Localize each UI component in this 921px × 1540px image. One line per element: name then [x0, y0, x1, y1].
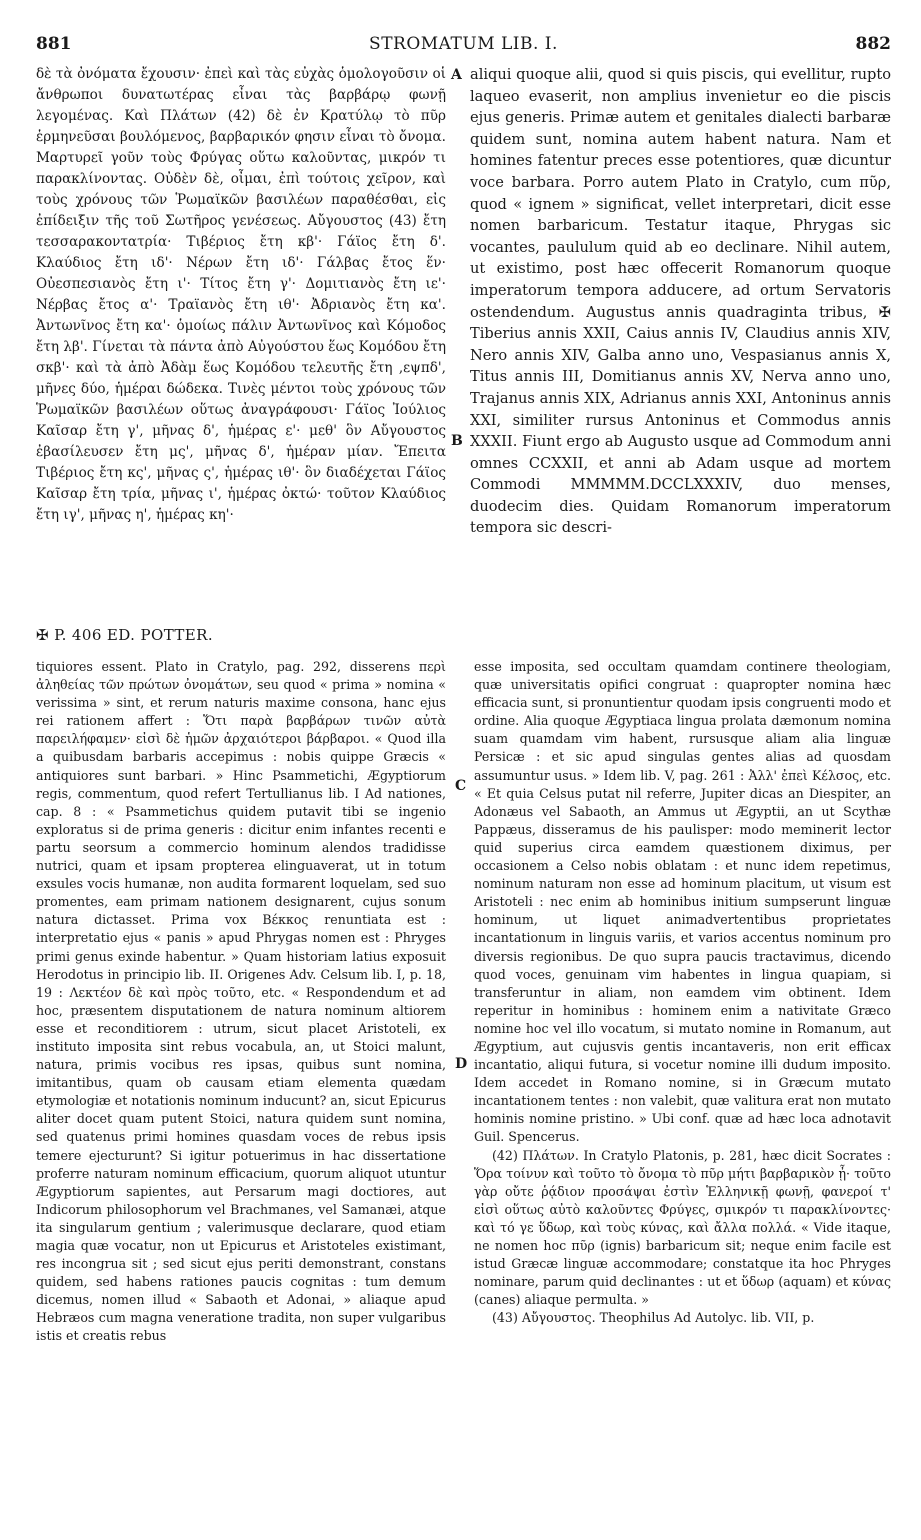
margin-mark-a: A: [451, 67, 462, 83]
notes-right-column: [474, 658, 891, 1327]
page-number-left: 881: [36, 34, 72, 54]
potter-page-reference: ✠ P. 406 ED. POTTER.: [36, 626, 213, 644]
running-title: STROMATUM LIB. I.: [369, 34, 558, 54]
running-header: [36, 34, 891, 60]
page-number-right: 882: [855, 34, 891, 54]
margin-mark-b: B: [451, 433, 463, 449]
margin-mark-c: C: [455, 778, 467, 794]
latin-text-column: [470, 64, 891, 539]
greek-text-column: [36, 64, 446, 526]
note-43: (43) Αὔγουστος. Theophilus Ad Autolyc. lib. VII, p.: [492, 1310, 815, 1326]
greek-paragraph: δὲ τὰ ὀνόματα ἔχουσιν· ἐπεὶ καὶ τὰς εὐχὰς ὁμολογοῦσιν οἱ ἄνθρωποι δυνατωτέρας εἶναι τὰς βαρβάρῳ φωνῇ λεγομένας. Καὶ Πλάτων (42) δὲ ἐν Κρατύλῳ τὸ πῦρ ἑρμηνεῦσαι βουλόμενος, βαρβαρικόν φησιν εἶναι τὸ ὄνομα. Μαρτυρεῖ γοῦν τοὺς Φρύγας οὕτω καλοῦντας, μικρόν τι παρακλίνοντας. Οὐδὲν δὲ, οἶμαι, ἐπὶ τούτοις χεῖρον, καὶ τοὺς χρόνους τῶν Ῥωμαϊκῶν βασιλέων παραθέσθαι, εἰς ἐπίδειξιν τῆς τοῦ Σωτῆρος γενέσεως. Αὔγουστος (43) ἔτη τεσσαρακοντατρία· Τιβέριος ἔτη κβ'· Γάϊος ἔτη δ'. Κλαύδιος ἔτη ιδ'· Νέρων ἔτη ιδ'· Γάλβας ἔτος ἕν· Οὐεσπεσιανὸς ἔτη ι'· Τίτος ἔτη γ'· Δομιτιανὸς ἔτη ιε'· Νέρβας ἔτος α'· Τραϊανὸς ἔτη ιθ'· Ἀδριανὸς ἔτη κα'. Ἀντωνῖνος ἔτη κα'· ὁμοίως πάλιν Ἀντωνῖνος καὶ Κόμοδος ἔτη λβ'. Γίνεται τὰ πάντα ἀπὸ Αὐγούστου ἕως Κομόδου ἔτη σκβ'· καὶ τὰ ἀπὸ Ἀδὰμ ἕως Κομόδου τελευτῆς ἔτη ‚εψπδ', μῆνες δύο, ἡμέραι δώδεκα. Τινὲς μέντοι τοὺς χρόνους τῶν Ῥωμαϊκῶν βασιλέων οὕτως ἀναγράφουσι· Γάϊος Ἰούλιος Καῖσαρ ἔτη γ', μῆνας δ', ἡμέρας ε'· μεθ' ὃν Αὔγουστος ἐβασίλευσεν ἔτη μς', μῆνας δ', ἡμέραν μίαν. Ἔπειτα Τιβέριος ἔτη κς', μῆνας ς', ἡμέρας ιθ'· ὃν διαδέχεται Γάϊος Καῖσαρ ἔτη τρία, μῆνας ι', ἡμέρας ὀκτώ· τοῦτον Κλαύδιος ἔτη ιγ', μῆνας η', ἡμέρας κη'·: [36, 66, 446, 523]
notes-left-column: [36, 658, 446, 1346]
latin-paragraph: aliqui quoque alii, quod si quis piscis, qui evellitur, rupto laqueo evaserit, non amplius invenietur eo die piscis ejus generis. Primæ autem et genitales dialecti barbaræ quidem sunt, nomina autem habent natura. Nam et homines fatentur preces esse potentiores, quæ dicuntur voce barbara. Porro autem Plato in Cratylo, cum πῦρ, quod « ignem » significat, vellet interpretari, dicit esse nomen barbaricum. Testatur itaque, Phrygas sic vocantes, paululum quid ab eo declinare. Nihil autem, ut existimo, post hæc offecerit Romanorum quoque imperatorum tempora adducere, ad ortum Servatoris ostendendum. Augustus annis quadraginta tribus, ✠ Tiberius annis XXII, Caius annis IV, Claudius annis XIV, Nero annis XIV, Galba anno uno, Vespasianus annis X, Titus annis III, Domitianus annis XV, Nerva anno uno, Trajanus annis XIX, Adrianus annis XXI, Antoninus annis XXI, similiter rursus Antoninus et Commodus annis XXXII. Fiunt ergo ab Augusto usque ad Commodum anni omnes CCXXII, et anni ab Adam usque ad mortem Commodi MMMMM.DCCLXXXIV, duo menses, duodecim dies. Quidam Romanorum imperatorum tempora sic descri-: [470, 66, 891, 537]
note-paragraph: esse imposita, sed occultam quamdam continere theologiam, quæ universitatis opifici congruat : quapropter nomina hæc efficacia sunt, si pronuntientur quodam ipsis congruenti modo et ordine. Alia quoque Ægyptiaca lingua prolata dæmonum nomina suam quamdam vim habent, rursusque aliam alia linguæ Persicæ : et sic apud singulas gentes alias ad quosdam assumuntur usus. » Idem lib. V, pag. 261 : Ἀλλ' ἐπεὶ Κέλσος, etc. « Et quia Celsus putat nil referre, Jupiter dicas an Diespiter, an Adonæus vel Sabaoth, an Ammus ut Ægyptii, an ut Scythæ Pappæus, disseramus de his paulisper: modo meminerit lector quid superius circa eamdem quæstionem diximus, per occasionem a Celso nobis oblatam : et nunc idem repetimus, nominum naturam non esse ad hominum placitum, ut visum est Aristoteli : nec enim ab hominibus initium sumpserunt linguæ hominum, ut liquet animadvertentibus proprietates incantationum in linguis variis, et varios accentus nominum pro diversis regionibus. De quo supra paucis tractavimus, dicendo quod voces, genuinam vim habentes in lingua quapiam, si transferuntur in aliam, non eamdem vim obtinent. Idem reperitur in hominibus : hominem enim a nativitate Græco nomine hoc vel illo vocatum, si mutato nomine in Romanum, aut Ægyptium, aut cujusvis gentis incantaveris, non erit efficax incantatio, aliqui futura, si vocetur nomine illi dudum imposito. Idem accedet in Romano nomine, si in Græcum mutato incantationem tentes : non valebit, quæ valitura erat non mutato hominis nomine pristino. » Ubi conf. quæ ad hæc loca adnotavit Guil. Spencerus.: [474, 659, 891, 1145]
note-42: (42) Πλάτων. In Cratylo Platonis, p. 281, hæc dicit Socrates : Ὅρα τοίνυν καὶ τοῦτο τὸ ὄνομα τὸ πῦρ μήτι βαρβαρικὸν ᾖ· τοῦτο γὰρ οὔτε ῥᾴδιον προσάψαι ἐστὶν Ἑλληνικῇ φωνῇ, φανεροί τ' εἰσὶ οὕτως αὐτὸ καλοῦντες Φρύγες, σμικρόν τι παρακλίνοντες· καὶ τό γε ὕδωρ, καὶ τοὺς κύνας, καὶ ἄλλα πολλά. « Vide itaque, ne nomen hoc πῦρ (ignis) barbaricum sit; neque enim facile est istud Græcæ linguæ accommodare; constatque ita hoc Phryges nominare, parum quid declinantes : ut et ὕδωρ (aquam) et κύνας (canes) aliaque permulta. »: [474, 1147, 891, 1308]
margin-mark-d: D: [455, 1056, 468, 1072]
note-paragraph: tiquiores essent. Plato in Cratylo, pag. 292, disserens περὶ ἀληθείας τῶν πρώτων ὀνομάτων, seu quod « prima » nomina « verissima » sint, et rerum naturis maxime consona, hanc ejus rei rationem affert : Ὅτι παρὰ βαρβάρων τινῶν αὐτὰ παρειλήφαμεν· εἰσὶ δὲ ἡμῶν ἀρχαιότεροι βάρβαροι. « Quod illa a quibusdam barbaris accepimus : nobis quippe Græcis « antiquiores sunt barbari. » Hinc Psammetichi, Ægyptiorum regis, commentum, quod refert Tertullianus lib. I Ad nationes, cap. 8 : « Psammetichus quidem putavit tibi se ingenio exploratus si de prima generis : dicitur enim infantes recenti e partu seorsum a commercio hominum alendos tradidisse nutrici, quam et ipsam propterea elinguaverat, ut in totum exsules vocis humanæ, non audita formarent loquelam, sed suo promentes, eam primam nationem designarent, cujus sonum natura dictasset. Prima vox Βέκκος renuntiata est : interpretatio ejus « panis » apud Phrygas nomen est : Phryges primi genus exinde habentur. » Quam historiam latius exposuit Herodotus in principio lib. II. Origenes Adv. Celsum lib. I, p. 18, 19 : Λεκτέον δὲ καὶ πρὸς τοῦτο, etc. « Respondendum et ad hoc, præsentem disputationem de natura nominum altiorem esse et reconditiorem : utrum, sicut placet Aristoteli, ex instituto imposita sint rebus vocabula, an, ut Stoici malunt, natura, primis vocibus res ipsas, quibus sunt nomina, imitantibus, quam ob causam etiam elementa quædam etymologiæ et notationis nominum inducunt? an, sicut Epicurus aliter docet quam putent Stoici, natura quidem sunt nomina, sed quatenus primi homines quasdam voces de rebus ipsis temere ejecturunt? Si igitur potuerimus in hac dissertatione proferre naturam nominum efficacium, quorum aliquot utuntur Ægyptiorum sapientes, aut Persarum magi doctiores, aut Indicorum philosophorum vel Brachmanes, vel Samanæi, atque ita singularum gentium ; valerimusque declarare, quod etiam magia quæ vocatur, non ut Epicurus et Aristoteles existimant, res incongrua sit ; sed sicut ejus periti demonstrant, constans quidem, sed habens rationes paucis cognitas : tum demum dicemus, nomen illud « Sabaoth et Adonai, » aliaque apud Hebræos cum magna veneratione tradita, non super vulgaribus istis et creatis rebus: [36, 659, 446, 1344]
